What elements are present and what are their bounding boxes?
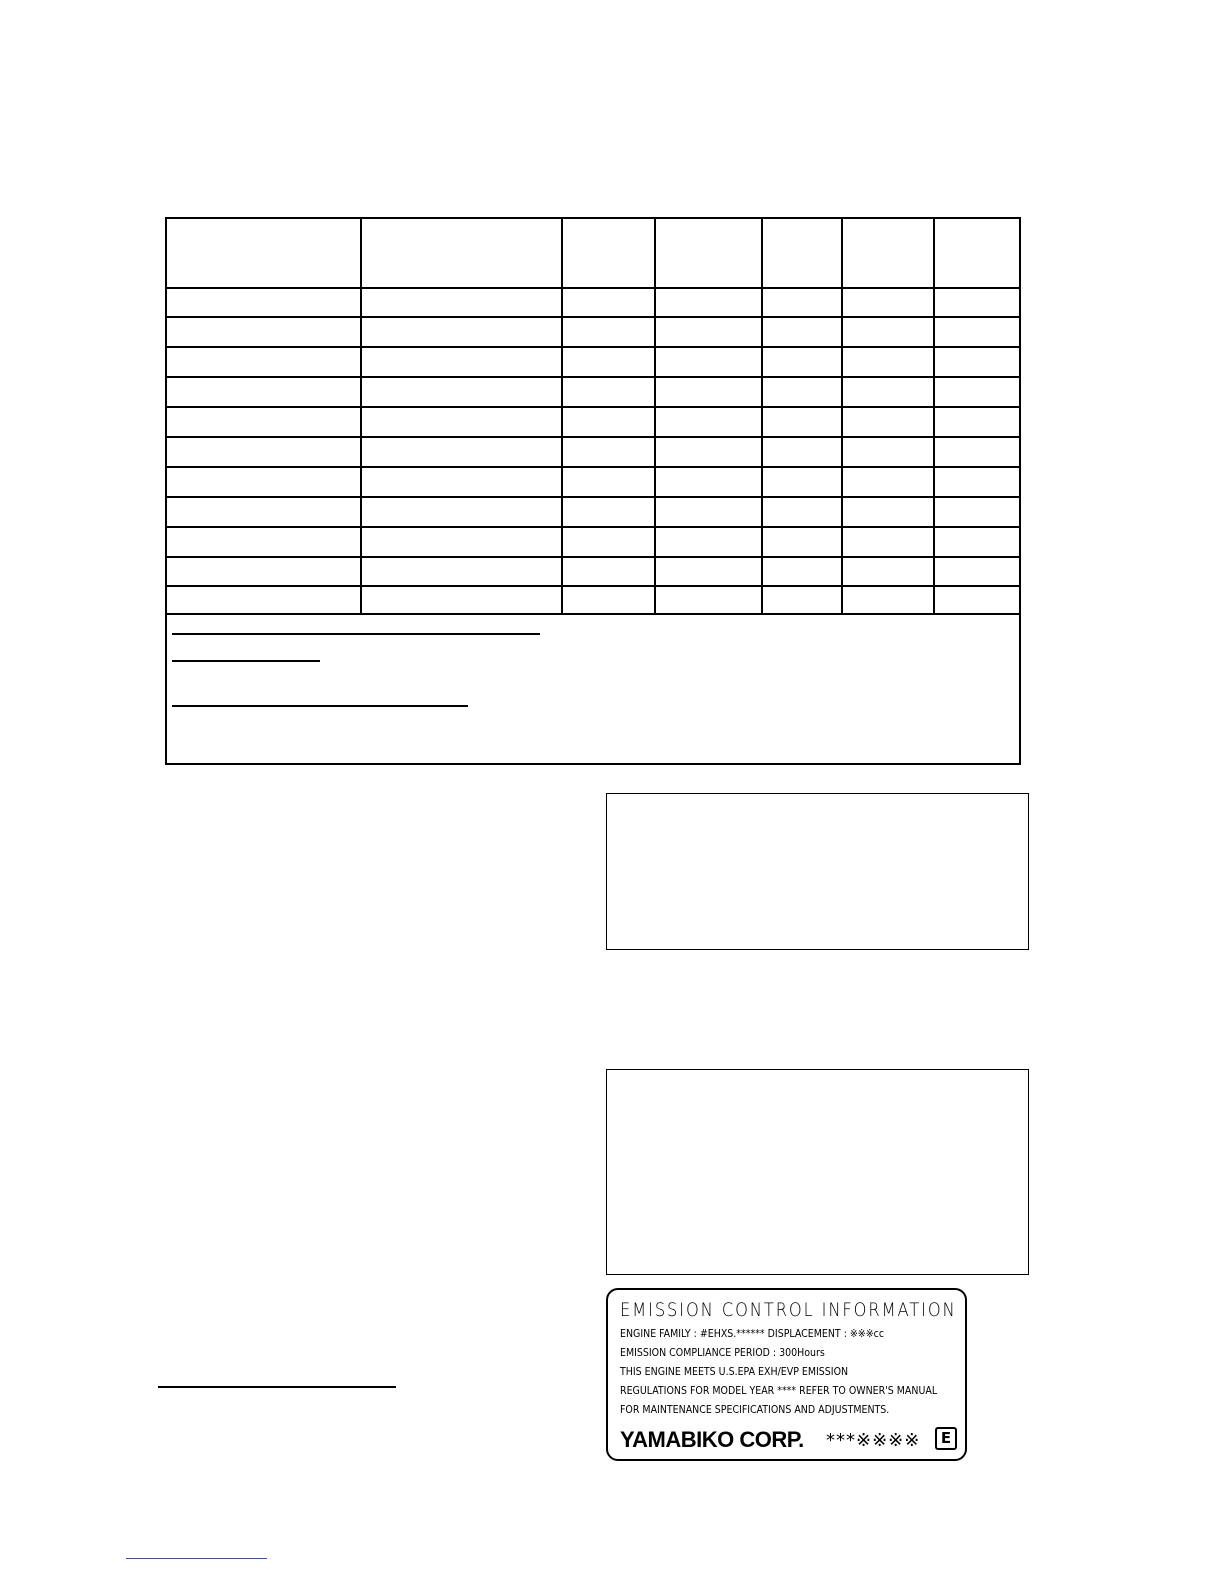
- table-row-divider: [167, 436, 1019, 438]
- emission-label-line: EMISSION COMPLIANCE PERIOD : 300Hours: [620, 1347, 825, 1359]
- table-row-divider: [167, 496, 1019, 498]
- table-column-divider: [360, 219, 362, 614]
- emission-label-line: FOR MAINTENANCE SPECIFICATIONS AND ADJUSTMENTS.: [620, 1404, 890, 1416]
- table-row-divider: [167, 406, 1019, 408]
- table-row-divider: [167, 376, 1019, 378]
- table-column-divider: [933, 219, 935, 614]
- table-row-divider: [167, 585, 1019, 587]
- table-header-divider: [167, 287, 1019, 289]
- section-underline: [158, 1386, 396, 1388]
- emission-label-line: REGULATIONS FOR MODEL YEAR **** REFER TO OWNER'S MANUAL: [620, 1385, 938, 1397]
- table-row-divider: [167, 466, 1019, 468]
- footer-link[interactable]: [126, 1558, 267, 1559]
- table-column-divider: [761, 219, 763, 614]
- table-row-divider: [167, 556, 1019, 558]
- e-badge-icon: E: [935, 1427, 957, 1450]
- table-row-divider: [167, 346, 1019, 348]
- emission-label-heading: EMISSION CONTROL INFORMATION: [620, 1299, 957, 1321]
- emission-control-label: [606, 1288, 967, 1461]
- label-code: ***※※※※: [826, 1430, 921, 1451]
- table-column-divider: [841, 219, 843, 614]
- manufacturer-name: YAMABIKO CORP.: [620, 1427, 804, 1452]
- notes-underline: [172, 705, 468, 707]
- emission-label-line: ENGINE FAMILY : #EHXS.****** DISPLACEMENT : ※※※cc: [620, 1328, 885, 1340]
- table-notes-divider: [167, 613, 1019, 615]
- specification-table: [165, 217, 1021, 765]
- emission-label-line: THIS ENGINE MEETS U.S.EPA EXH/EVP EMISSION: [620, 1366, 849, 1378]
- table-column-divider: [561, 219, 563, 614]
- notes-underline: [172, 660, 320, 662]
- blank-info-box: [606, 793, 1029, 950]
- table-row-divider: [167, 526, 1019, 528]
- blank-info-box: [606, 1069, 1029, 1275]
- notes-underline: [172, 633, 540, 635]
- table-row-divider: [167, 316, 1019, 318]
- table-column-divider: [654, 219, 656, 614]
